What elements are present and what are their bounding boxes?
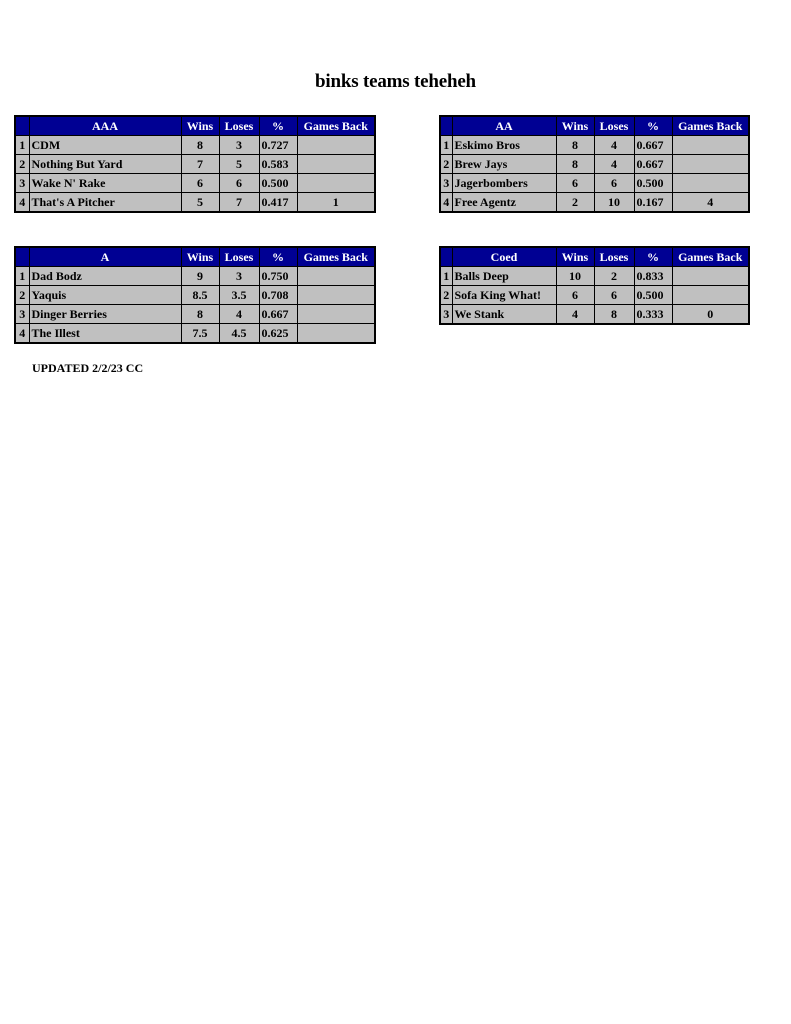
table-header-row <box>15 116 375 136</box>
table-row <box>15 267 375 286</box>
table-row <box>440 267 749 286</box>
loses-header: Loses <box>219 116 259 136</box>
pct-header: % <box>634 247 672 267</box>
rank-cell: 4 <box>15 193 29 213</box>
games-back-header: Games Back <box>672 247 749 267</box>
team-cell: The Illest <box>29 324 181 344</box>
wins-header: Wins <box>181 116 219 136</box>
loses-cell: 3 <box>219 267 259 286</box>
pct-cell: 0.833 <box>634 267 672 286</box>
pct-cell: 0.667 <box>634 136 672 155</box>
wins-cell: 4 <box>556 305 594 325</box>
rank-cell: 3 <box>440 174 452 193</box>
table-row <box>15 305 375 324</box>
rank-header <box>15 247 29 267</box>
standings-table-a <box>14 246 376 344</box>
wins-cell: 7.5 <box>181 324 219 344</box>
games-back-cell <box>672 286 749 305</box>
table-header-row <box>440 247 749 267</box>
rank-cell: 2 <box>440 286 452 305</box>
team-cell: CDM <box>29 136 181 155</box>
rank-cell: 2 <box>15 155 29 174</box>
wins-cell: 6 <box>556 286 594 305</box>
loses-header: Loses <box>594 247 634 267</box>
rank-cell: 1 <box>440 267 452 286</box>
games-back-cell <box>297 324 375 344</box>
loses-cell: 3.5 <box>219 286 259 305</box>
wins-cell: 8 <box>556 136 594 155</box>
pct-cell: 0.167 <box>634 193 672 213</box>
division-header: A <box>29 247 181 267</box>
games-back-cell <box>672 174 749 193</box>
loses-cell: 3 <box>219 136 259 155</box>
pct-cell: 0.417 <box>259 193 297 213</box>
team-cell: Balls Deep <box>452 267 556 286</box>
standings-table-aaa <box>14 115 376 213</box>
wins-cell: 8.5 <box>181 286 219 305</box>
table-row <box>440 193 749 213</box>
standings-table-coed <box>439 246 750 325</box>
wins-header: Wins <box>556 247 594 267</box>
team-cell: Jagerbombers <box>452 174 556 193</box>
pct-cell: 0.750 <box>259 267 297 286</box>
loses-cell: 2 <box>594 267 634 286</box>
loses-header: Loses <box>219 247 259 267</box>
team-cell: Yaquis <box>29 286 181 305</box>
rank-cell: 2 <box>440 155 452 174</box>
pct-header: % <box>259 116 297 136</box>
games-back-cell <box>297 136 375 155</box>
games-back-cell <box>297 174 375 193</box>
table-header-row <box>440 116 749 136</box>
table-row <box>440 155 749 174</box>
team-cell: That's A Pitcher <box>29 193 181 213</box>
pct-cell: 0.333 <box>634 305 672 325</box>
games-back-cell: 0 <box>672 305 749 325</box>
rank-cell: 2 <box>15 286 29 305</box>
wins-cell: 7 <box>181 155 219 174</box>
rank-cell: 1 <box>15 267 29 286</box>
pct-cell: 0.667 <box>259 305 297 324</box>
team-cell: Brew Jays <box>452 155 556 174</box>
table-row <box>440 305 749 325</box>
standings-table-aa <box>439 115 750 213</box>
loses-cell: 10 <box>594 193 634 213</box>
wins-cell: 6 <box>181 174 219 193</box>
table-row <box>440 286 749 305</box>
loses-cell: 4 <box>594 155 634 174</box>
team-cell: Nothing But Yard <box>29 155 181 174</box>
games-back-header: Games Back <box>297 116 375 136</box>
rank-cell: 1 <box>440 136 452 155</box>
table-row <box>15 286 375 305</box>
rank-header <box>15 116 29 136</box>
pct-header: % <box>259 247 297 267</box>
loses-cell: 7 <box>219 193 259 213</box>
loses-cell: 4 <box>594 136 634 155</box>
updated-note: UPDATED 2/2/23 CC <box>32 361 144 375</box>
table-row <box>15 174 375 193</box>
games-back-cell <box>672 155 749 174</box>
games-back-cell <box>297 155 375 174</box>
rank-cell: 3 <box>440 305 452 325</box>
wins-cell: 10 <box>556 267 594 286</box>
rank-cell: 3 <box>15 305 29 324</box>
team-cell: Dad Bodz <box>29 267 181 286</box>
loses-cell: 6 <box>594 286 634 305</box>
rank-cell: 4 <box>440 193 452 213</box>
games-back-header: Games Back <box>672 116 749 136</box>
division-header: AAA <box>29 116 181 136</box>
pct-cell: 0.625 <box>259 324 297 344</box>
rank-header <box>440 247 452 267</box>
table-row <box>15 324 375 344</box>
rank-cell: 4 <box>15 324 29 344</box>
team-cell: Wake N' Rake <box>29 174 181 193</box>
loses-cell: 8 <box>594 305 634 325</box>
pct-header: % <box>634 116 672 136</box>
loses-cell: 6 <box>219 174 259 193</box>
loses-cell: 6 <box>594 174 634 193</box>
wins-header: Wins <box>556 116 594 136</box>
table-row <box>15 136 375 155</box>
table-row <box>440 174 749 193</box>
pct-cell: 0.727 <box>259 136 297 155</box>
wins-header: Wins <box>181 247 219 267</box>
loses-cell: 4.5 <box>219 324 259 344</box>
wins-cell: 8 <box>181 305 219 324</box>
pct-cell: 0.708 <box>259 286 297 305</box>
pct-cell: 0.500 <box>259 174 297 193</box>
games-back-cell <box>297 305 375 324</box>
games-back-cell <box>297 286 375 305</box>
wins-cell: 5 <box>181 193 219 213</box>
team-cell: Dinger Berries <box>29 305 181 324</box>
wins-cell: 6 <box>556 174 594 193</box>
pct-cell: 0.667 <box>634 155 672 174</box>
loses-cell: 5 <box>219 155 259 174</box>
rank-header <box>440 116 452 136</box>
pct-cell: 0.500 <box>634 286 672 305</box>
games-back-cell: 1 <box>297 193 375 213</box>
table-row <box>15 193 375 213</box>
wins-cell: 8 <box>181 136 219 155</box>
loses-cell: 4 <box>219 305 259 324</box>
page-title: binks teams teheheh <box>315 71 476 92</box>
wins-cell: 8 <box>556 155 594 174</box>
table-header-row <box>15 247 375 267</box>
team-cell: Free Agentz <box>452 193 556 213</box>
team-cell: Sofa King What! <box>452 286 556 305</box>
loses-header: Loses <box>594 116 634 136</box>
rank-cell: 1 <box>15 136 29 155</box>
division-header: AA <box>452 116 556 136</box>
pct-cell: 0.583 <box>259 155 297 174</box>
team-cell: We Stank <box>452 305 556 325</box>
table-row <box>440 136 749 155</box>
games-back-cell <box>297 267 375 286</box>
table-row <box>15 155 375 174</box>
wins-cell: 2 <box>556 193 594 213</box>
pct-cell: 0.500 <box>634 174 672 193</box>
games-back-cell <box>672 267 749 286</box>
games-back-header: Games Back <box>297 247 375 267</box>
division-header: Coed <box>452 247 556 267</box>
games-back-cell: 4 <box>672 193 749 213</box>
games-back-cell <box>672 136 749 155</box>
team-cell: Eskimo Bros <box>452 136 556 155</box>
wins-cell: 9 <box>181 267 219 286</box>
rank-cell: 3 <box>15 174 29 193</box>
